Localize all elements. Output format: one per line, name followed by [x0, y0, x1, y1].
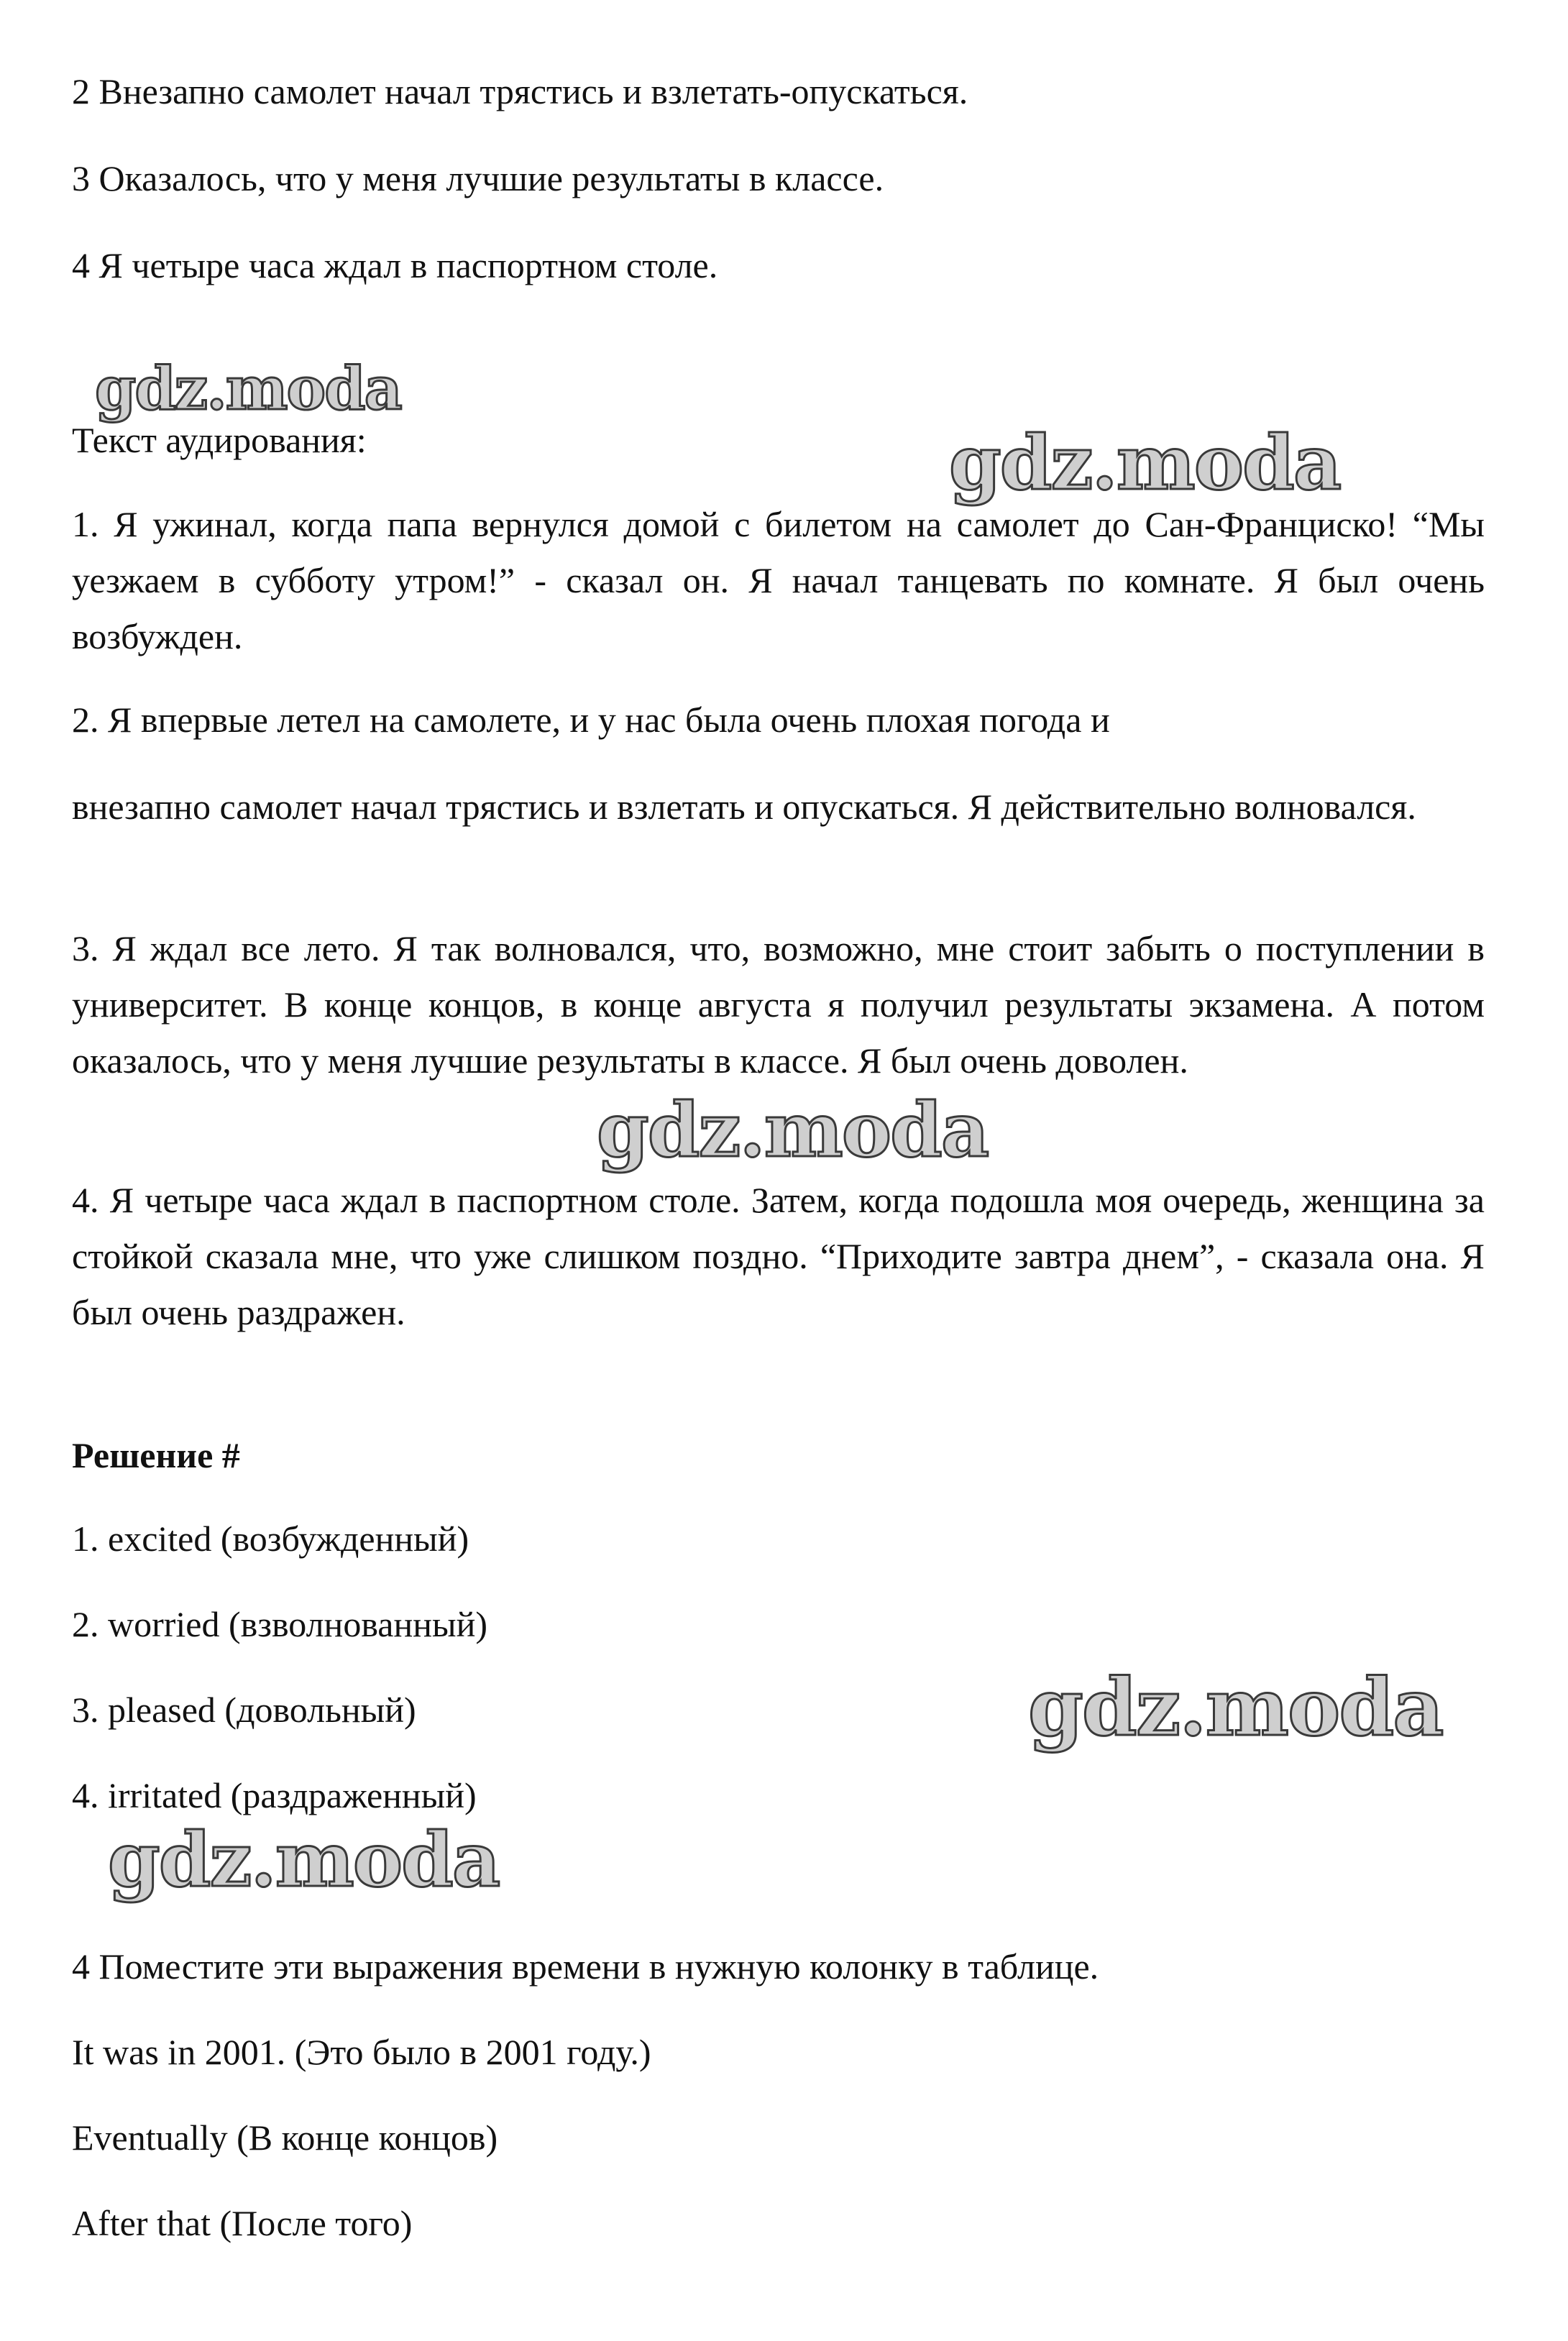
listening-paragraph-2b: внезапно самолет начал трястись и взлетать и опускаться. Я действительно волновался.: [72, 787, 1416, 827]
solution-answer-3: 3. pleased (довольный): [72, 1690, 416, 1730]
watermark-logo: gdz.moda: [108, 1815, 500, 1904]
task4-title: 4 Поместите эти выражения времени в нужную колонку в таблице.: [72, 1946, 1099, 1987]
task4-item-2: Eventually (В конце концов): [72, 2117, 498, 2158]
solution-answer-4: 4. irritated (раздраженный): [72, 1775, 477, 1815]
solution-answer-2: 2. worried (взволнованный): [72, 1604, 487, 1644]
listening-paragraph-2a: 2. Я впервые летел на самолете, и у нас была очень плохая погода и: [72, 700, 1110, 740]
solution-answer-1: 1. excited (возбужденный): [72, 1518, 469, 1559]
watermark-logo: gdz.moda: [95, 354, 401, 423]
watermark-logo: gdz.moda: [597, 1086, 989, 1174]
answer-line-2: 2 Внезапно самолет начал трястись и взлетать-опускаться.: [72, 71, 968, 111]
listening-paragraph-1: 1. Я ужинал, когда папа вернулся домой с билетом на самолет до Сан-Франциско! “Мы уезжаем в субботу утром!” - сказал он. Я начал танцевать по комнате. Я был очень возбужден.: [72, 504, 1485, 656]
watermark-logo: gdz.moda: [949, 418, 1341, 507]
listening-heading: Текст аудирования:: [72, 420, 367, 460]
answer-line-3: 3 Оказалось, что у меня лучшие результаты в классе.: [72, 158, 884, 198]
answer-line-4: 4 Я четыре часа ждал в паспортном столе.: [72, 245, 718, 285]
listening-paragraph-3: 3. Я ждал все лето. Я так волновался, что, возможно, мне стоит забыть о поступлении в университет. В конце концов, в конце августа я получил результаты экзамена. А потом оказалось, что у меня лучшие результаты в классе. Я был очень доволен.: [72, 928, 1485, 1081]
watermark-logo: gdz.moda: [1028, 1661, 1443, 1754]
task4-item-3: After that (После того): [72, 2203, 413, 2243]
listening-paragraph-4: 4. Я четыре часа ждал в паспортном столе. Затем, когда подошла моя очередь, женщина за стойкой сказала мне, что уже слишком поздно. “Приходите завтра днем”, - сказала она. Я был очень раздражен.: [72, 1180, 1485, 1332]
task4-item-1: It was in 2001. (Это было в 2001 году.): [72, 2032, 651, 2072]
solution-heading: Решение #: [72, 1435, 240, 1475]
